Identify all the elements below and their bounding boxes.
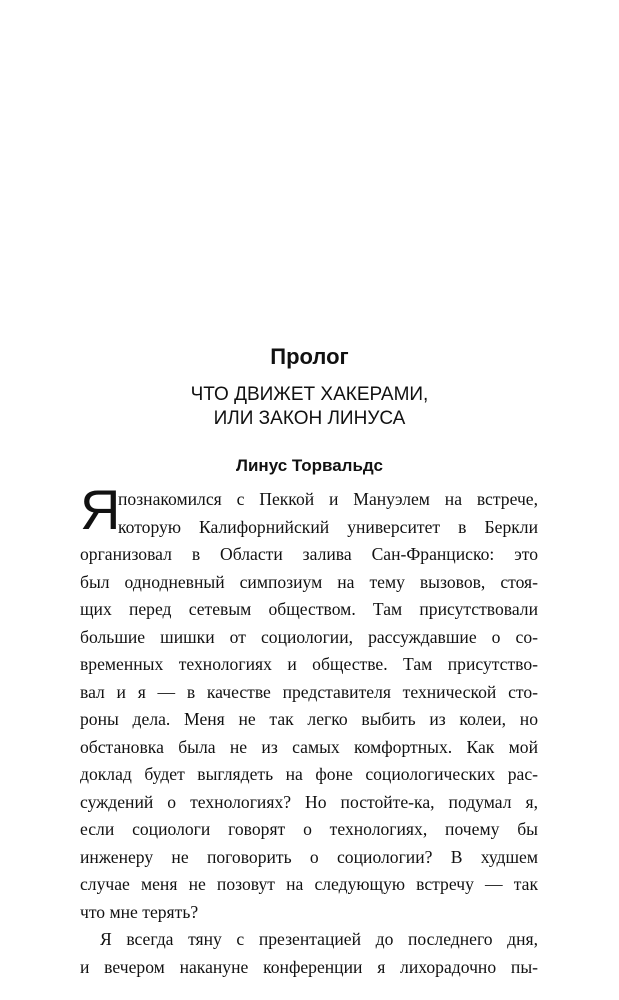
paragraph-1: [80, 486, 538, 926]
chapter-subtitle-line-2: ИЛИ ЗАКОН ЛИНУСА: [213, 408, 406, 429]
text-line: что мне терять?: [80, 901, 199, 922]
text-line: познакомился с Пеккой и Мануэлем на встрече,: [118, 489, 538, 509]
text-line: инженеру не поговорить о социологии? В худшем: [80, 846, 538, 867]
body-text: [80, 486, 538, 981]
chapter-subtitle-line-1: ЧТО ДВИЖЕТ ХАКЕРАМИ,: [190, 384, 429, 405]
text-line: которую Калифорнийский университет в Беркли: [118, 516, 538, 537]
text-line: вал и я — в качестве представителя технической сто-: [80, 681, 538, 702]
text-line: большие шишки от социологии, рассуждавшие о со-: [80, 626, 538, 647]
text-line: щих перед сетевым обществом. Там присутствовали: [80, 599, 538, 619]
text-line: случае меня не позовут на следующую встречу — так: [80, 874, 538, 894]
text-line: роны дела. Меня не так легко выбить из колеи, но: [80, 709, 538, 729]
paragraph-2: [80, 926, 538, 981]
text-line: временных технологиях и обществе. Там присутство-: [80, 654, 538, 674]
text-line: если социологи говорят о технологиях, почему бы: [80, 819, 538, 839]
text-line: доклад будет выглядеть на фоне социологических рас-: [80, 764, 538, 784]
chapter-title: Пролог: [270, 344, 349, 369]
author-name: Линус Торвальдс: [236, 456, 383, 475]
text-line: был однодневный симпозиум на тему вызовов, стоя-: [80, 571, 538, 592]
text-line: обстановка была не из самых комфортных. Как мой: [80, 736, 538, 757]
drop-cap-letter: Я: [80, 478, 121, 541]
text-line: суждений о технологиях? Но постойте-ка, подумал я,: [80, 791, 538, 812]
text-line: Я всегда тяну с презентацией до последнего дня,: [100, 929, 538, 949]
text-line: организовал в Области залива Сан-Франциско: это: [80, 544, 538, 564]
text-line: и вечером накануне конференции я лихорадочно пы-: [80, 956, 538, 977]
